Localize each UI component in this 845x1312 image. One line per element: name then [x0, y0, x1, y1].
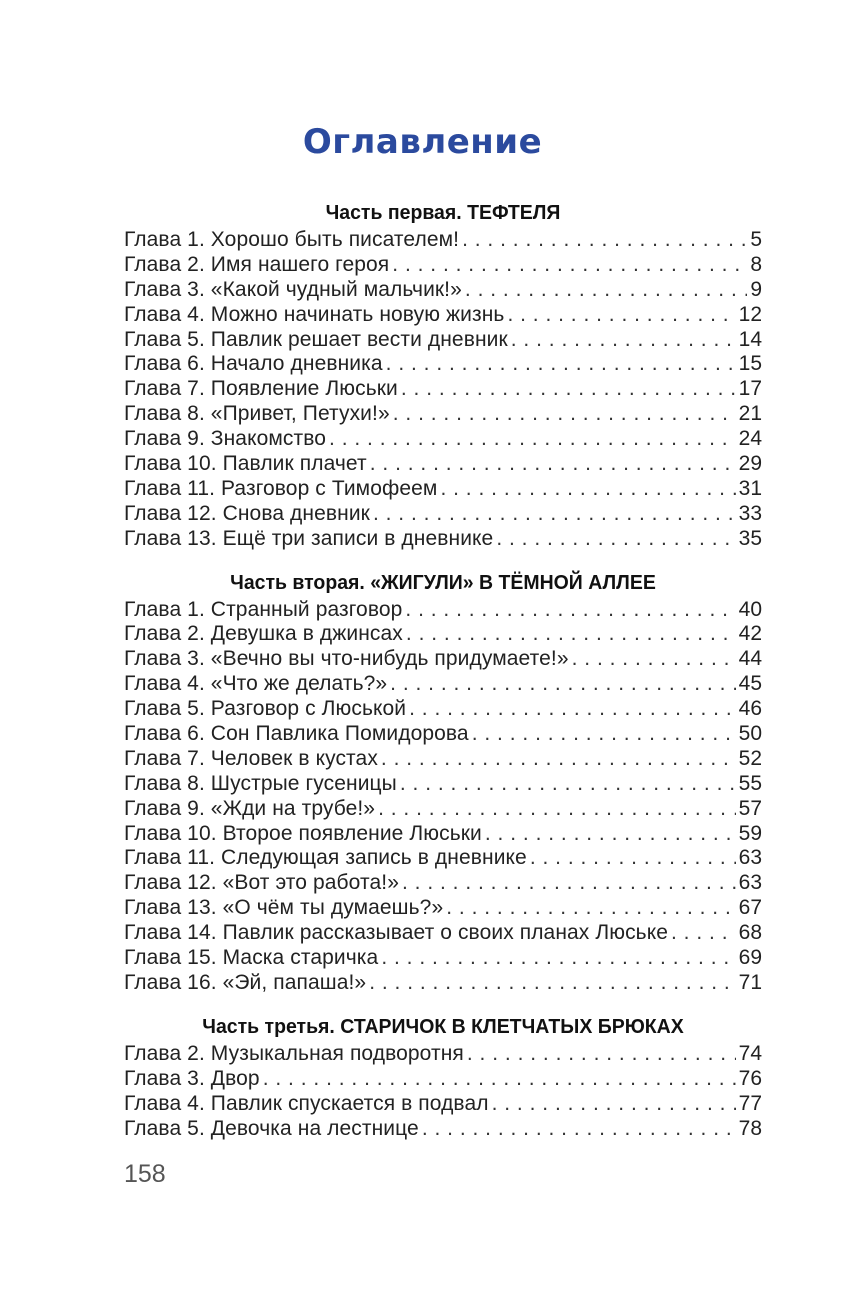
chapter-title: Глава 9. Знакомство — [124, 427, 327, 451]
toc-entry[interactable] — [124, 971, 762, 996]
dot-leader — [671, 921, 736, 946]
chapter-page-number: 59 — [738, 821, 762, 845]
chapter-title: Глава 1. Странный разговор — [124, 597, 403, 621]
toc-entry[interactable] — [124, 946, 762, 971]
chapter-title: Глава 7. Появление Люськи — [124, 377, 398, 401]
toc-entry[interactable] — [124, 278, 762, 303]
toc-entry[interactable] — [124, 846, 762, 871]
chapter-title: Глава 2. Имя нашего героя — [124, 252, 390, 276]
chapter-page-number: 57 — [738, 796, 762, 820]
chapter-page-number: 76 — [738, 1066, 762, 1090]
dot-leader — [530, 846, 736, 871]
dot-leader — [409, 697, 736, 722]
chapter-title: Глава 3. «Какой чудный мальчик!» — [124, 277, 462, 301]
chapter-page-number: 44 — [738, 647, 762, 671]
chapter-page-number: 45 — [738, 672, 762, 696]
dot-leader — [406, 622, 736, 647]
chapter-page-number: 42 — [738, 622, 762, 646]
dot-leader — [381, 946, 735, 971]
chapter-page-number: 14 — [738, 327, 762, 351]
dot-leader — [369, 971, 735, 996]
chapter-page-number: 12 — [738, 302, 762, 326]
toc-entry[interactable] — [124, 228, 762, 253]
dot-leader — [446, 896, 735, 921]
toc-entry[interactable] — [124, 871, 762, 896]
chapter-title: Глава 11. Следующая запись в дневнике — [124, 846, 527, 870]
chapter-list — [124, 228, 762, 552]
toc-title: Оглавление — [302, 122, 543, 162]
dot-leader — [465, 278, 747, 303]
chapter-title: Глава 7. Человек в кустах — [124, 746, 378, 770]
chapter-title: Глава 5. Девочка на лестнице — [124, 1116, 419, 1140]
chapter-page-number: 50 — [738, 722, 762, 746]
dot-leader — [511, 328, 736, 353]
dot-leader — [329, 427, 736, 452]
chapter-title: Глава 16. «Эй, папаша!» — [124, 970, 367, 994]
toc-entry[interactable] — [124, 1092, 762, 1117]
chapter-title: Глава 5. Разговор с Люськой — [124, 697, 407, 721]
chapter-page-number: 9 — [750, 277, 762, 301]
chapter-title: Глава 12. Снова дневник — [124, 501, 370, 525]
chapter-title: Глава 14. Павлик рассказывает о своих планах Люське — [124, 921, 669, 945]
chapter-page-number: 52 — [738, 746, 762, 770]
chapter-title: Глава 9. «Жди на трубе!» — [124, 796, 376, 820]
toc-entry[interactable] — [124, 377, 762, 402]
toc-entry[interactable] — [124, 672, 762, 697]
chapter-title: Глава 13. Ещё три записи в дневнике — [124, 526, 494, 550]
chapter-title: Глава 11. Разговор с Тимофеем — [124, 476, 438, 500]
chapter-title: Глава 10. Павлик плачет — [124, 452, 367, 476]
toc-entry[interactable] — [124, 722, 762, 747]
chapter-title: Глава 4. Можно начинать новую жизнь — [124, 302, 505, 326]
chapter-title: Глава 4. «Что же делать?» — [124, 672, 388, 696]
dot-leader — [401, 377, 736, 402]
chapter-page-number: 31 — [738, 476, 762, 500]
page-number: 158 — [124, 1160, 166, 1188]
toc-entry[interactable] — [124, 1067, 762, 1092]
toc-entry[interactable] — [124, 402, 762, 427]
toc-entry[interactable] — [124, 427, 762, 452]
chapter-title: Глава 15. Маска старичка — [124, 946, 379, 970]
chapter-page-number: 15 — [738, 352, 762, 376]
dot-leader — [393, 402, 736, 427]
dot-leader — [440, 477, 735, 502]
toc-entry[interactable] — [124, 303, 762, 328]
chapter-page-number: 29 — [738, 452, 762, 476]
part-heading: Часть третья. СТАРИЧОК В КЛЕТЧАТЫХ БРЮКАХ — [202, 1014, 684, 1038]
dot-leader — [405, 598, 735, 623]
chapter-title: Глава 4. Павлик спускается в подвал — [124, 1091, 489, 1115]
toc-entry[interactable] — [124, 747, 762, 772]
table-of-contents — [124, 198, 762, 1141]
toc-entry[interactable] — [124, 622, 762, 647]
dot-leader — [373, 502, 736, 527]
chapter-title: Глава 2. Девушка в джинсах — [124, 622, 403, 646]
chapter-page-number: 17 — [738, 377, 762, 401]
dot-leader — [402, 871, 736, 896]
chapter-page-number: 21 — [738, 402, 762, 426]
toc-entry[interactable] — [124, 328, 762, 353]
chapter-page-number: 33 — [738, 501, 762, 525]
toc-entry[interactable] — [124, 896, 762, 921]
chapter-list — [124, 598, 762, 996]
chapter-title: Глава 6. Сон Павлика Помидорова — [124, 722, 469, 746]
chapter-page-number: 67 — [738, 896, 762, 920]
chapter-title: Глава 1. Хорошо быть писателем! — [124, 228, 460, 251]
chapter-page-number: 68 — [738, 921, 762, 945]
toc-entry[interactable] — [124, 452, 762, 477]
chapter-title: Глава 10. Второе появление Люськи — [124, 821, 482, 845]
chapter-page-number: 35 — [738, 526, 762, 550]
toc-entry[interactable] — [124, 921, 762, 946]
toc-entry[interactable] — [124, 477, 762, 502]
toc-entry[interactable] — [124, 352, 762, 377]
chapter-page-number: 71 — [738, 970, 762, 994]
chapter-title: Глава 3. «Вечно вы что-нибудь придумаете!» — [124, 647, 569, 671]
dot-leader — [467, 1042, 736, 1067]
chapter-page-number: 55 — [738, 771, 762, 795]
chapter-title: Глава 8. «Привет, Петухи!» — [124, 402, 390, 426]
chapter-title: Глава 2. Музыкальная подворотня — [124, 1041, 464, 1065]
toc-entry[interactable] — [124, 527, 762, 552]
dot-leader — [507, 303, 735, 328]
toc-entry[interactable] — [124, 647, 762, 672]
part-heading: Часть вторая. «ЖИГУЛИ» В ТЁМНОЙ АЛЛЕЕ — [230, 570, 656, 594]
dot-leader — [462, 228, 747, 253]
chapter-page-number: 74 — [738, 1041, 762, 1065]
chapter-title: Глава 5. Павлик решает вести дневник — [124, 327, 508, 351]
dot-leader — [422, 1117, 736, 1142]
chapter-title: Глава 3. Двор — [124, 1066, 260, 1090]
chapter-page-number: 78 — [738, 1116, 762, 1140]
dot-leader — [378, 797, 736, 822]
dot-leader — [472, 722, 736, 747]
dot-leader — [381, 747, 736, 772]
toc-entry[interactable] — [124, 697, 762, 722]
chapter-page-number: 77 — [738, 1091, 762, 1115]
dot-leader — [263, 1067, 736, 1092]
dot-leader — [492, 1092, 736, 1117]
toc-entry[interactable] — [124, 797, 762, 822]
toc-entry[interactable] — [124, 822, 762, 847]
chapter-title: Глава 8. Шустрые гусеницы — [124, 771, 397, 795]
chapter-list — [124, 1042, 762, 1142]
dot-leader — [386, 352, 736, 377]
chapter-page-number: 46 — [738, 697, 762, 721]
chapter-title: Глава 12. «Вот это работа!» — [124, 871, 399, 895]
dot-leader — [485, 822, 736, 847]
toc-entry[interactable] — [124, 253, 762, 278]
dot-leader — [370, 452, 736, 477]
dot-leader — [392, 253, 747, 278]
dot-leader — [390, 672, 735, 697]
chapter-page-number: 63 — [738, 871, 762, 895]
toc-entry[interactable] — [124, 1042, 762, 1067]
chapter-page-number: 63 — [738, 846, 762, 870]
chapter-title: Глава 13. «О чём ты думаешь?» — [124, 896, 444, 920]
toc-entry[interactable] — [124, 1117, 762, 1142]
toc-entry[interactable] — [124, 598, 762, 623]
chapter-page-number: 5 — [750, 228, 762, 251]
dot-leader — [400, 772, 736, 797]
chapter-page-number: 8 — [750, 252, 762, 276]
chapter-page-number: 24 — [738, 427, 762, 451]
chapter-page-number: 69 — [738, 946, 762, 970]
dot-leader — [572, 647, 736, 672]
dot-leader — [496, 527, 735, 552]
part-heading: Часть первая. ТЕФТЕЛЯ — [325, 201, 561, 224]
toc-entry[interactable] — [124, 772, 762, 797]
toc-entry[interactable] — [124, 502, 762, 527]
chapter-page-number: 40 — [738, 597, 762, 621]
chapter-title: Глава 6. Начало дневника — [124, 352, 383, 376]
